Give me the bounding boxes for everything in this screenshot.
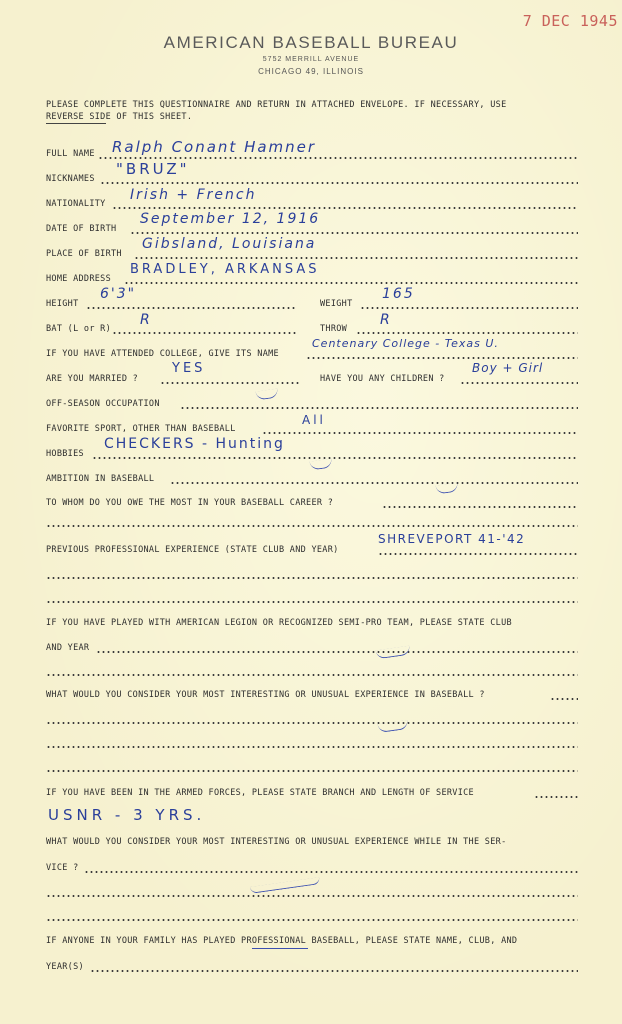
full-name-label: FULL NAME: [46, 149, 95, 159]
home-address-value: BRADLEY, ARKANSAS: [130, 262, 320, 277]
family-line: [90, 970, 578, 972]
interesting-baseball-line: [550, 698, 578, 700]
family-label-1: IF ANYONE IN YOUR FAMILY HAS PLAYED PROFESSIONAL BASEBALL, PLEASE STATE NAME, CLUB, AND: [46, 936, 518, 946]
interesting-baseball-line-3: [46, 746, 578, 748]
nicknames-value: "BRUZ": [116, 160, 190, 178]
college-value: Centenary College - Texas U.: [312, 337, 499, 350]
throw-value: R: [380, 312, 392, 328]
owe-most-line-2: [46, 525, 578, 527]
prev-experience-value: SHREVEPORT 41-'42: [378, 532, 526, 546]
full-name-value: Ralph Conant Hamner: [112, 138, 317, 156]
service-line: [84, 871, 578, 873]
interesting-baseball-line-4: [46, 770, 578, 772]
throw-line: [356, 332, 578, 334]
prev-experience-line-2: [46, 577, 578, 579]
service-label-1: WHAT WOULD YOU CONSIDER YOUR MOST INTERESTING OR UNUSUAL EXPERIENCE WHILE IN THE SER-: [46, 837, 507, 847]
college-label: IF YOU HAVE ATTENDED COLLEGE, GIVE ITS NAME: [46, 349, 279, 359]
pob-value: Gibsland, Louisiana: [142, 236, 317, 252]
instructions-line-1: PLEASE COMPLETE THIS QUESTIONNAIRE AND RETURN IN ATTACHED ENVELOPE. IF NECESSARY, USE: [46, 100, 507, 110]
ambition-label: AMBITION IN BASEBALL: [46, 474, 155, 484]
favorite-sport-value: All: [302, 413, 326, 427]
armed-forces-line: [534, 796, 578, 798]
weight-line: [360, 307, 578, 309]
college-line: [306, 357, 578, 359]
home-address-line: [124, 282, 578, 284]
service-line-2: [46, 895, 578, 897]
legion-label-2: AND YEAR: [46, 643, 90, 653]
bureau-address-street: 5752 MERRILL AVENUE: [262, 56, 360, 63]
children-label: HAVE YOU ANY CHILDREN ?: [320, 374, 445, 384]
bat-label: BAT (L or R): [46, 324, 112, 334]
bat-value: R: [140, 312, 152, 328]
legion-line-2: [46, 674, 578, 676]
nicknames-line: [100, 182, 578, 184]
hobbies-label: HOBBIES: [46, 449, 84, 459]
nationality-label: NATIONALITY: [46, 199, 106, 209]
off-season-line: [180, 407, 578, 409]
nicknames-label: NICKNAMES: [46, 174, 95, 184]
bureau-address-city: CHICAGO 49, ILLINOIS: [258, 67, 364, 76]
hobbies-line: [92, 457, 578, 459]
throw-label: THROW: [320, 324, 348, 334]
nationality-value: Irish + French: [130, 187, 257, 203]
owe-most-label: TO WHOM DO YOU OWE THE MOST IN YOUR BASEBALL CAREER ?: [46, 498, 334, 508]
married-line: [160, 382, 300, 384]
favorite-sport-label: FAVORITE SPORT, OTHER THAN BASEBALL: [46, 424, 236, 434]
home-address-label: HOME ADDRESS: [46, 274, 112, 284]
owe-most-line: [382, 506, 578, 508]
dob-value: September 12, 1916: [140, 211, 321, 227]
interesting-baseball-line-2: [46, 722, 578, 724]
bat-line: [112, 332, 298, 334]
dob-line: [130, 232, 578, 234]
height-label: HEIGHT: [46, 299, 79, 309]
nationality-line: [112, 207, 578, 209]
armed-forces-value: USNR - 3 YRS.: [48, 806, 206, 824]
height-value: 6'3": [100, 286, 137, 302]
legion-line: [96, 651, 578, 653]
family-label-2: YEAR(S): [46, 962, 84, 972]
prev-experience-line: [378, 553, 578, 555]
ambition-line: [170, 482, 578, 484]
height-line: [86, 307, 296, 309]
full-name-line: [98, 157, 578, 159]
prev-experience-line-3: [46, 601, 578, 603]
hobbies-value: CHECKERS - Hunting: [104, 436, 285, 452]
armed-forces-label: IF YOU HAVE BEEN IN THE ARMED FORCES, PLEASE STATE BRANCH AND LENGTH OF SERVICE: [46, 788, 474, 798]
dob-label: DATE OF BIRTH: [46, 224, 117, 234]
instructions-line-2: REVERSE SIDE OF THIS SHEET.: [46, 112, 193, 122]
children-line: [460, 382, 578, 384]
prev-experience-label: PREVIOUS PROFESSIONAL EXPERIENCE (STATE CLUB AND YEAR): [46, 545, 339, 555]
weight-value: 165: [382, 286, 415, 302]
pob-label: PLACE OF BIRTH: [46, 249, 122, 259]
service-label-2: VICE ?: [46, 863, 79, 873]
played-underline: [252, 948, 308, 949]
reverse-side-underline: [46, 123, 106, 124]
pob-line: [134, 257, 578, 259]
weight-label: WEIGHT: [320, 299, 353, 309]
children-value: Boy + Girl: [472, 361, 544, 375]
bureau-title: AMERICAN BASEBALL BUREAU: [163, 33, 459, 52]
date-stamp: 7 DEC 1945: [522, 12, 618, 30]
married-value: YES: [172, 361, 206, 376]
interesting-baseball-label: WHAT WOULD YOU CONSIDER YOUR MOST INTERESTING OR UNUSUAL EXPERIENCE IN BASEBALL ?: [46, 690, 485, 700]
service-line-3: [46, 919, 578, 921]
married-label: ARE YOU MARRIED ?: [46, 374, 139, 384]
favorite-sport-line: [262, 432, 578, 434]
off-season-label: OFF-SEASON OCCUPATION: [46, 399, 160, 409]
legion-label-1: IF YOU HAVE PLAYED WITH AMERICAN LEGION OR RECOGNIZED SEMI-PRO TEAM, PLEASE STATE CLUB: [46, 618, 512, 628]
